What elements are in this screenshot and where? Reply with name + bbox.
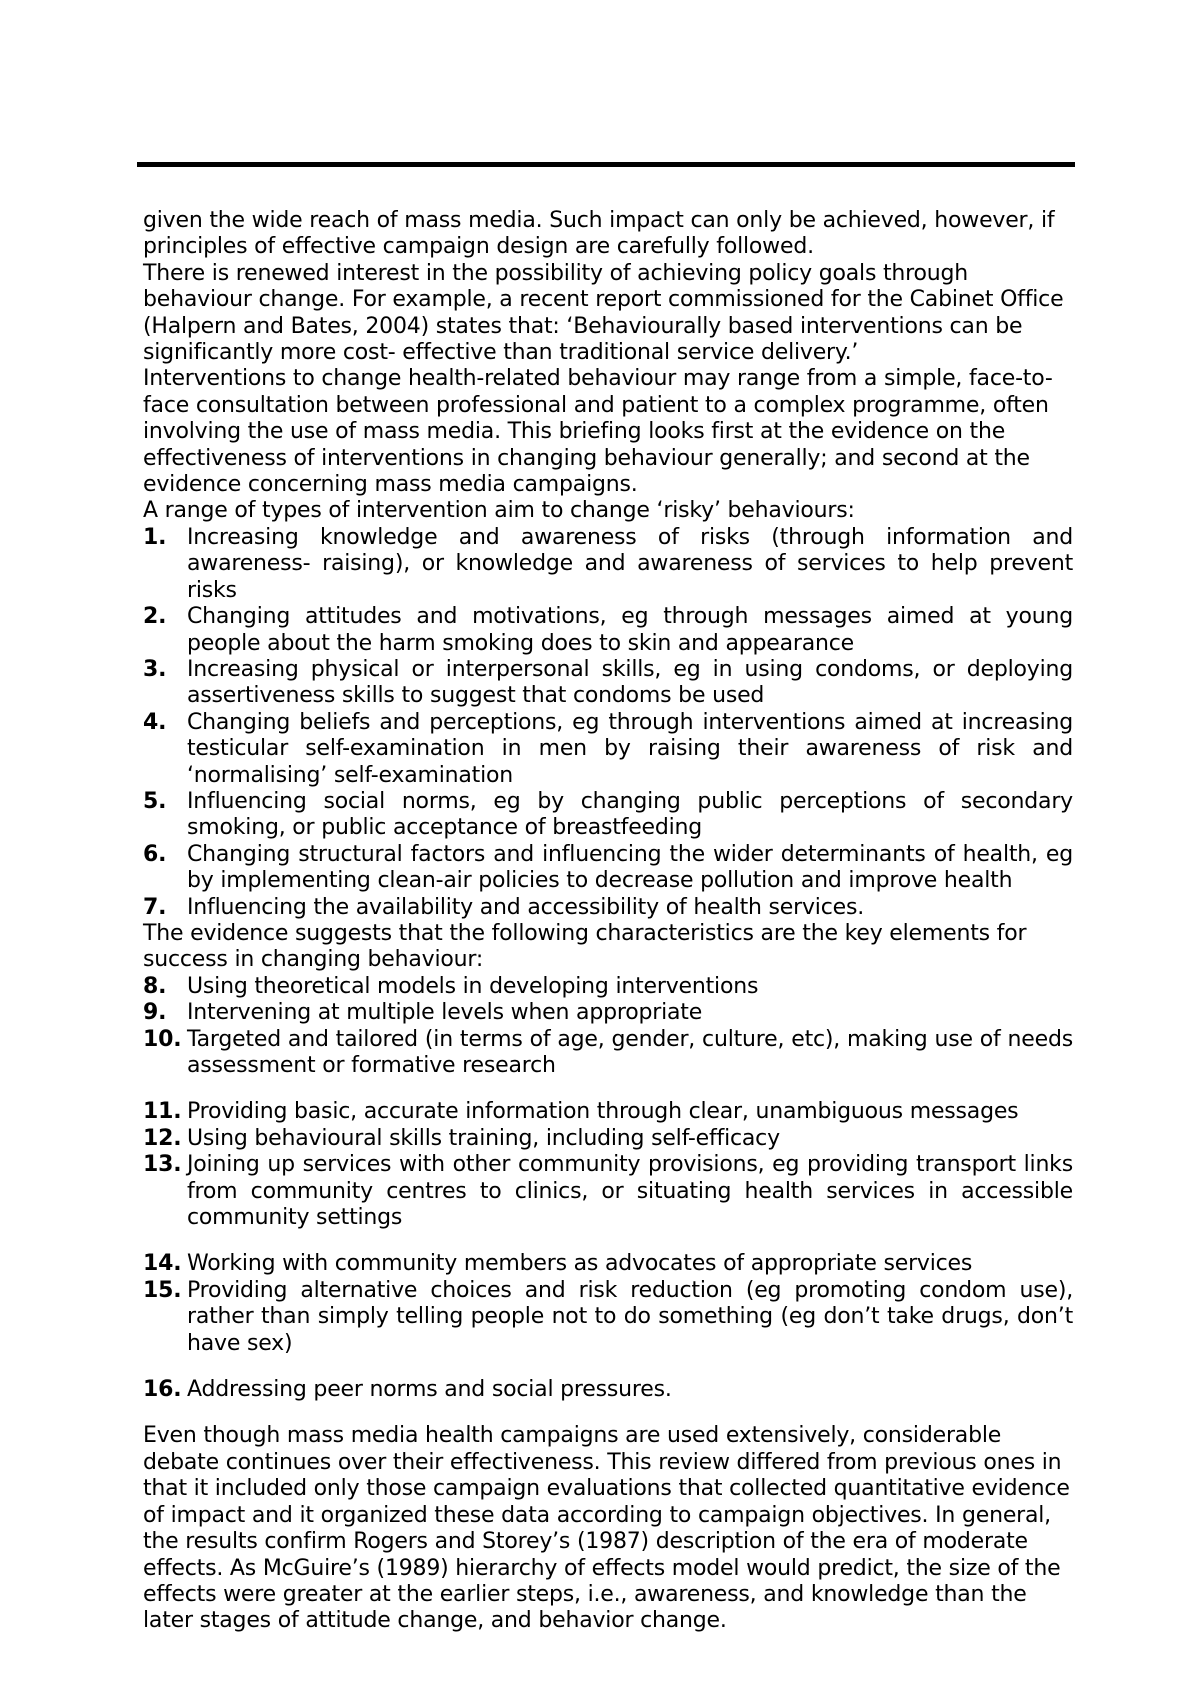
list-number: 10. <box>143 1026 182 1052</box>
list-text: Providing basic, accurate information through clear, unambiguous messages <box>187 1099 1019 1125</box>
list-number: 16. <box>143 1377 182 1403</box>
list-item <box>143 525 1073 604</box>
risky-behaviours-list <box>143 525 1073 921</box>
list-text: Targeted and tailored (in terms of age, gender, culture, etc), making use of needs assessment or formative research <box>187 1026 1073 1078</box>
list-text: Working with community members as advocates of appropriate services <box>187 1251 973 1277</box>
list-number: 13. <box>143 1152 182 1178</box>
list-item <box>143 1251 1073 1277</box>
list-number: 2. <box>143 604 167 630</box>
list-text: Changing attitudes and motivations, eg through messages aimed at young people about the harm smoking does to skin and appearance <box>187 604 1073 656</box>
list-text: Providing alternative choices and risk reduction (eg promoting condom use), rather than simply telling people not to do something (eg don’t take drugs, don’t have sex) <box>187 1277 1073 1356</box>
list-text: Increasing physical or interpersonal skills, eg in using condoms, or deploying assertiveness skills to suggest that condoms be used <box>187 656 1073 709</box>
list-text: Changing beliefs and perceptions, eg through interventions aimed at increasing testicular self-examination in men by raising their awareness of risk and ‘normalising’ self-examination <box>187 709 1073 788</box>
paragraph-closing: Even though mass media health campaigns are used extensively, considerable debate continues over their effectiveness. This review differed from previous ones in that it included only those campaign evaluations that collected quantitative evidence of impact and it organized these data according to campaign objectives. In general, the results confirm Rogers and Storey’s (1987) description of the era of moderate effects. As McGuire’s (1989) hierarchy of effects model would predict, the size of the effects were greater at the earlier steps, i.e., awareness, and knowledge than the later stages of attitude change, and behavior change. <box>143 1423 1070 1634</box>
list-item <box>143 604 1073 657</box>
list-number: 6. <box>143 841 167 867</box>
list-text: Using behavioural skills training, including self-efficacy <box>187 1125 780 1151</box>
list-text: Changing structural factors and influencing the wider determinants of health, eg by implementing clean-air policies to decrease pollution and improve health <box>187 841 1073 894</box>
paragraph-intro: given the wide reach of mass media. Such impact can only be achieved, however, if principles of effective campaign design are carefully followed. <box>143 208 1055 260</box>
paragraph-evidence: The evidence suggests that the following characteristics are the key elements for success in changing behaviour: <box>143 920 1027 973</box>
paragraph-renewed-interest: There is renewed interest in the possibility of achieving policy goals through behaviour change. For example, a recent report commissioned for the Cabinet Office (Halpern and Bates, 2004) states that: ‘Behaviourally based interventions can be significantly more cost- effective than traditional service delivery.’ <box>143 260 1064 366</box>
paragraph-interventions: Interventions to change health-related behaviour may range from a simple, face-to-face consultation between professional and patient to a complex programme, often involving the use of mass media. This briefing looks first at the evidence on the effectiveness of interventions in changing behaviour generally; and second at the evidence concerning mass media campaigns. <box>143 366 1053 498</box>
header-rule <box>137 162 1075 167</box>
list-number: 8. <box>143 973 167 999</box>
list-number: 5. <box>143 788 167 814</box>
list-number: 15. <box>143 1277 182 1303</box>
list-text: Influencing the availability and accessibility of health services. <box>187 894 865 920</box>
paragraph-range-of-types: A range of types of intervention aim to change ‘risky’ behaviours: <box>143 498 855 524</box>
list-item <box>143 1099 1073 1125</box>
list-item <box>143 1152 1073 1231</box>
list-text: Intervening at multiple levels when appropriate <box>187 1000 703 1026</box>
list-number: 9. <box>143 1000 167 1026</box>
list-item <box>143 1278 1073 1357</box>
list-item <box>143 895 1073 921</box>
list-number: 12. <box>143 1125 182 1151</box>
success-elements-list <box>143 974 1073 1404</box>
list-item <box>143 1027 1073 1080</box>
list-number: 1. <box>143 524 167 550</box>
list-item <box>143 974 1073 1000</box>
list-item <box>143 1377 1073 1403</box>
list-item <box>143 789 1073 842</box>
body-text <box>143 208 1073 1635</box>
list-item <box>143 842 1073 895</box>
list-item <box>143 710 1073 789</box>
list-text: Joining up services with other community provisions, eg providing transport links from community centres to clinics, or situating health services in accessible community settings <box>187 1152 1073 1231</box>
list-number: 4. <box>143 709 167 735</box>
list-number: 7. <box>143 894 167 920</box>
list-text: Using theoretical models in developing interventions <box>187 973 759 999</box>
list-text: Increasing knowledge and awareness of risks (through information and awareness- raising), or knowledge and awareness of services to help prevent risks <box>187 524 1073 603</box>
list-item <box>143 657 1073 710</box>
list-item <box>143 1126 1073 1152</box>
list-text: Influencing social norms, eg by changing public perceptions of secondary smoking, or public acceptance of breastfeeding <box>187 788 1073 841</box>
list-number: 11. <box>143 1099 182 1125</box>
list-number: 14. <box>143 1251 182 1277</box>
list-text: Addressing peer norms and social pressures. <box>187 1377 672 1403</box>
list-item <box>143 1000 1073 1026</box>
list-number: 3. <box>143 656 167 682</box>
